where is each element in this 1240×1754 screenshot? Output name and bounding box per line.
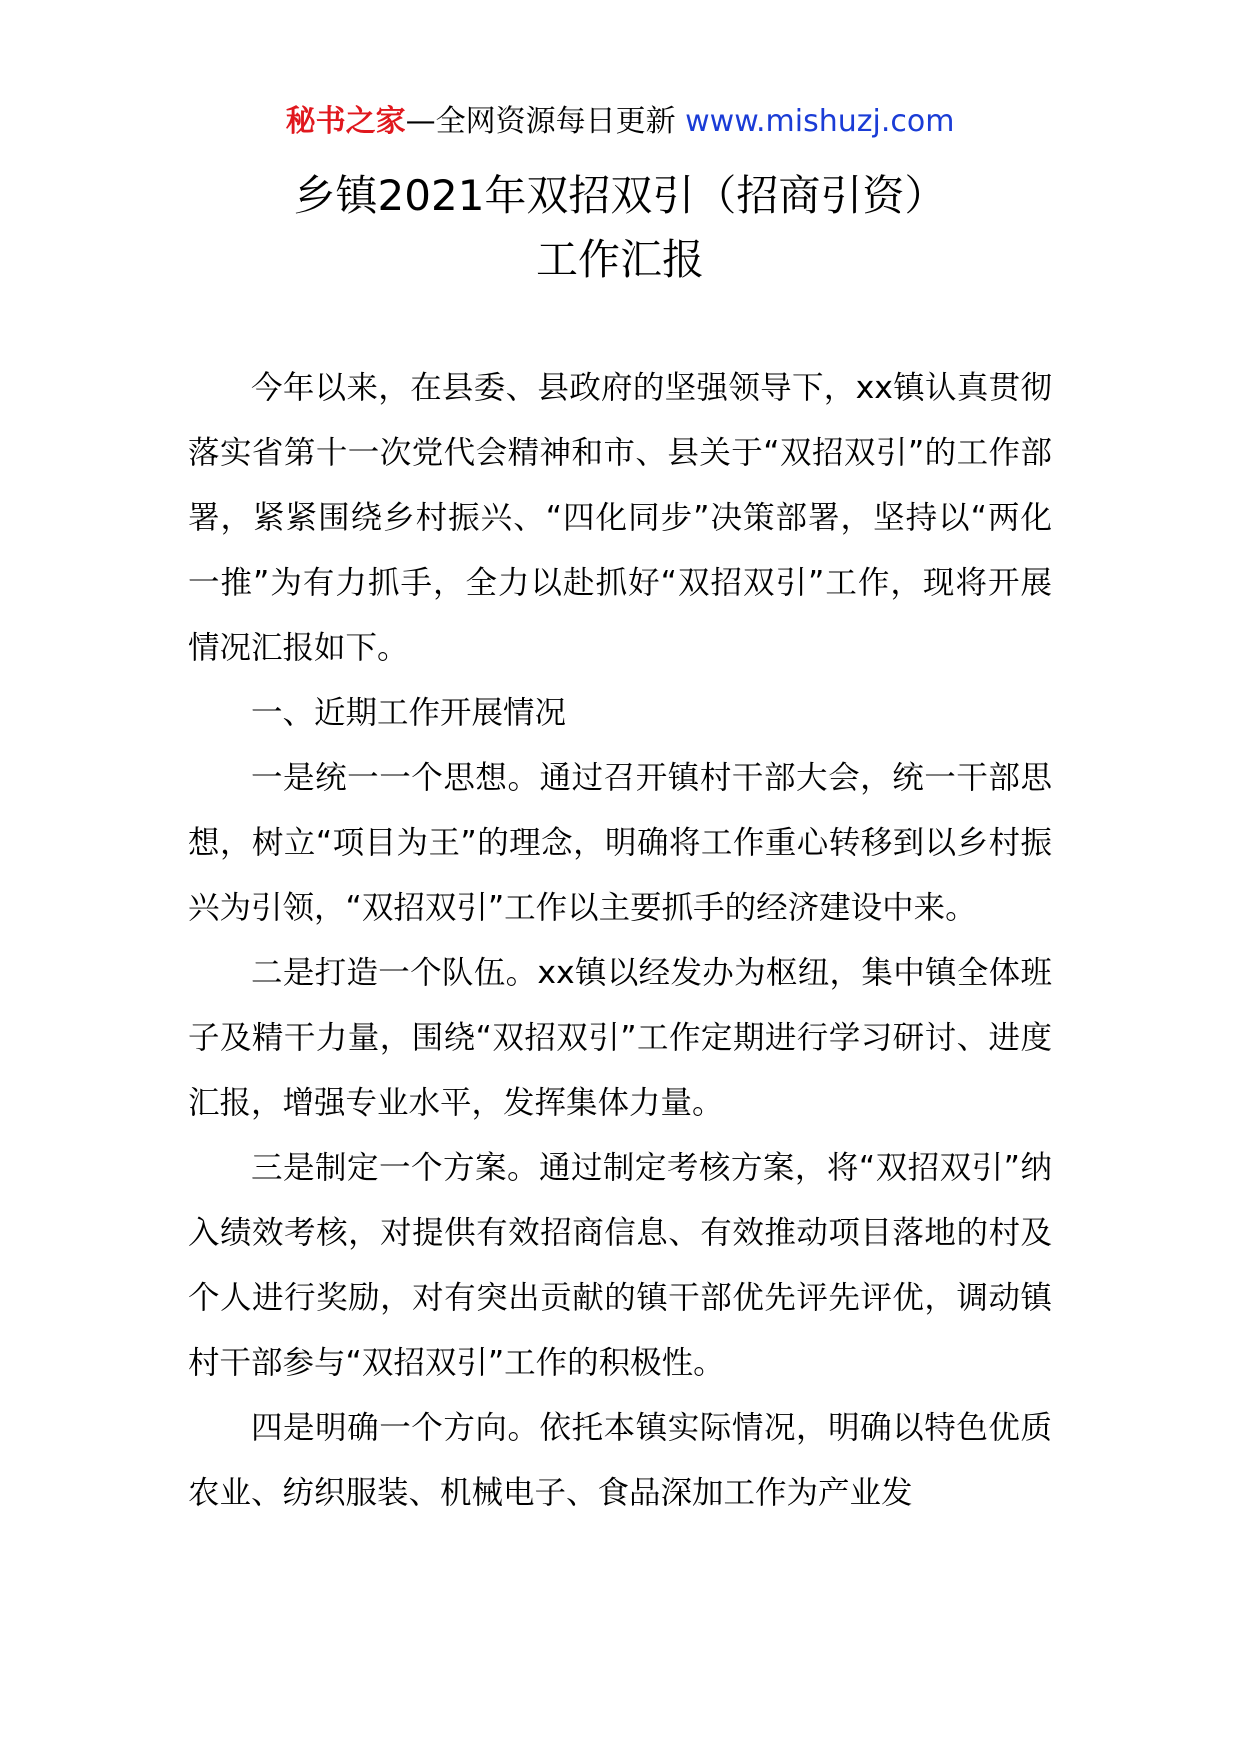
- section-heading: 一、近期工作开展情况: [251, 695, 567, 731]
- title-line-2: 工作汇报: [535, 235, 704, 284]
- brand-name: 秘书之家: [285, 104, 406, 139]
- site-header: [0, 100, 1240, 144]
- document-title: [0, 164, 1240, 292]
- document-body: [188, 356, 1052, 1526]
- paragraph-item-3: 三是制定一个方案。通过制定考核方案，将“双招双引”纳入绩效考核，对提供有效招商信息、有效推动项目落地的村及个人进行奖励，对有突出贡献的镇干部优先评先评优，调动镇村干部参与“双招双引”工作的积极性。: [188, 1150, 1052, 1381]
- paragraph-item-4: 四是明确一个方向。依托本镇实际情况，明确以特色优质农业、纺织服装、机械电子、食品深加工作为产业发: [188, 1410, 1052, 1511]
- paragraph-item-2: 二是打造一个队伍。xx镇以经发办为枢纽，集中镇全体班子及精干力量，围绕“双招双引”工作定期进行学习研讨、进度汇报，增强专业水平，发挥集体力量。: [188, 955, 1052, 1121]
- site-url-link[interactable]: www.mishuzj.com: [685, 104, 955, 139]
- paragraph-intro: 今年以来，在县委、县政府的坚强领导下，xx镇认真贯彻落实省第十一次党代会精神和市、县关于“双招双引”的工作部署，紧紧围绕乡村振兴、“四化同步”决策部署，坚持以“两化一推”为有力抓手，全力以赴抓好“双招双引”工作，现将开展情况汇报如下。: [188, 370, 1052, 666]
- header-slogan: —全网资源每日更新: [405, 104, 676, 139]
- title-line-1: 乡镇2021年双招双引（招商引资）: [293, 171, 947, 220]
- paragraph-item-1: 一是统一一个思想。通过召开镇村干部大会，统一干部思想，树立“项目为王”的理念，明确将工作重心转移到以乡村振兴为引领，“双招双引”工作以主要抓手的经济建设中来。: [188, 760, 1052, 926]
